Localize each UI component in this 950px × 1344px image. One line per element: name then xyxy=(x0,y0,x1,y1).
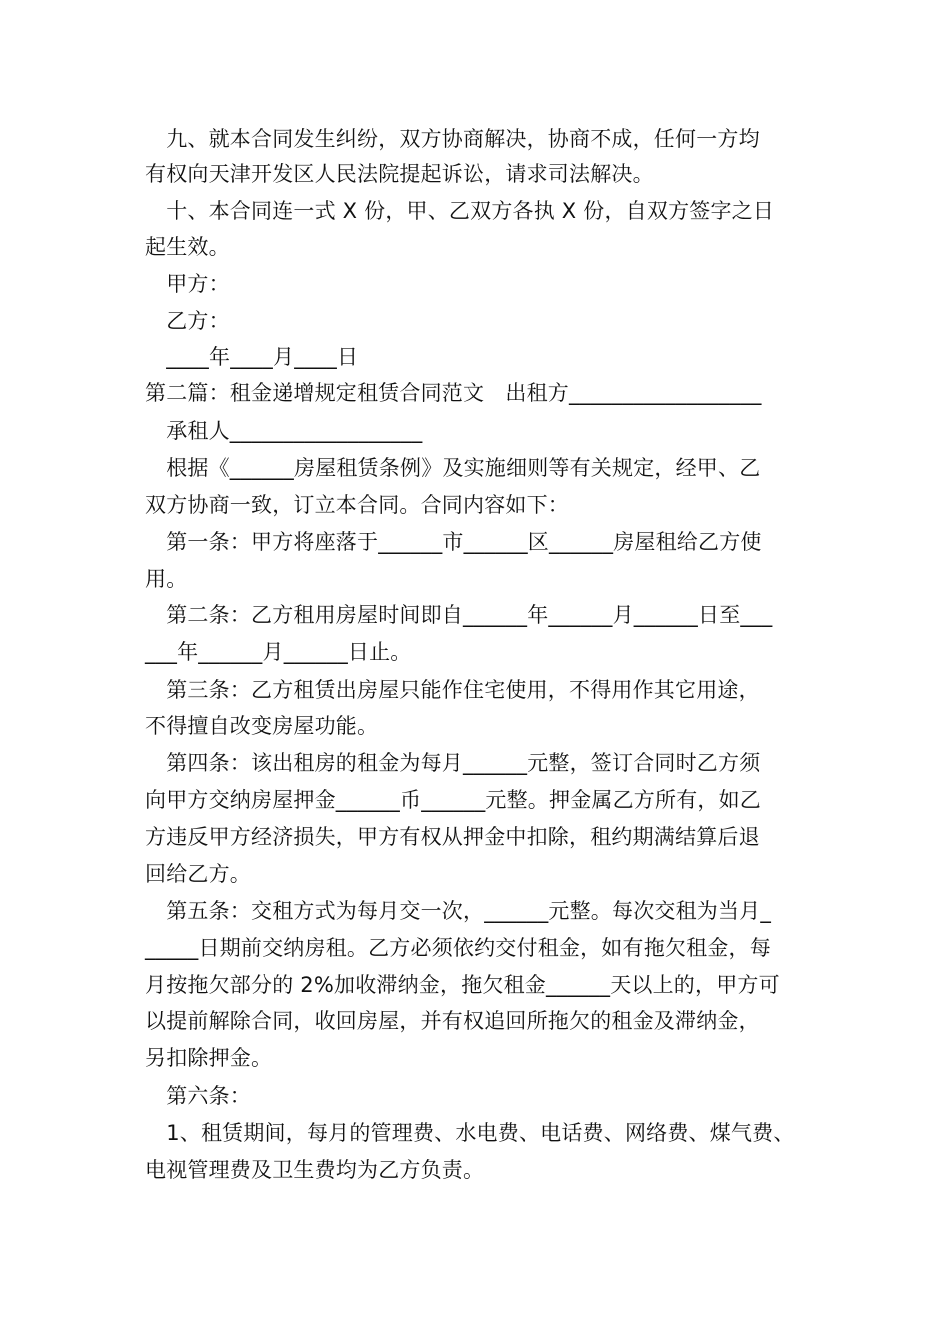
text-line: 电视管理费及卫生费均为乙方负责。 xyxy=(145,1158,485,1182)
text-line: 根据《______房屋租赁条例》及实施细则等有关规定，经甲、乙 xyxy=(145,456,761,480)
text-line: 有权向天津开发区人民法院提起诉讼，请求司法解决。 xyxy=(145,162,654,186)
text-line: 用。 xyxy=(145,567,188,591)
text-line: 以提前解除合同，收回房屋，并有权追回所拖欠的租金及滞纳金， xyxy=(145,1009,760,1033)
text-line: 方违反甲方经济损失，甲方有权从押金中扣除，租约期满结算后退 xyxy=(145,825,760,849)
text-line: 第三条：乙方租赁出房屋只能作住宅使用，不得用作其它用途， xyxy=(145,678,760,702)
text-line: 第五条：交租方式为每月交一次，______元整。每次交租为当月_ xyxy=(145,899,772,923)
date-line: ____年____月____日 xyxy=(145,345,359,369)
party-a-label: 甲方： xyxy=(145,272,230,296)
text-line: 九、就本合同发生纠纷，双方协商解决，协商不成，任何一方均 xyxy=(145,127,760,151)
party-b-label: 乙方： xyxy=(145,309,230,333)
text-line: _____日期前交纳房租。乙方必须依约交付租金，如有拖欠租金，每 xyxy=(145,936,771,960)
text-line: 1、租赁期间，每月的管理费、水电费、电话费、网络费、煤气费、 xyxy=(145,1121,795,1145)
text-line: 另扣除押金。 xyxy=(145,1046,273,1070)
text-line: 不得擅自改变房屋功能。 xyxy=(145,714,379,738)
text-line: 回给乙方。 xyxy=(145,862,251,886)
text-line: 第四条：该出租房的租金为每月______元整，签订合同时乙方须 xyxy=(145,751,761,775)
text-line: 承租人__________________ xyxy=(145,419,423,443)
text-line: 十、本合同连一式 X 份，甲、乙双方各执 X 份，自双方签字之日 xyxy=(145,199,775,223)
text-line: 双方协商一致，订立本合同。合同内容如下： xyxy=(145,493,569,517)
text-line: 月按拖欠部分的 2%加收滞纳金，拖欠租金______天以上的，甲方可 xyxy=(145,973,780,997)
text-line: 第六条： xyxy=(145,1084,251,1108)
text-line: ___年______月______日止。 xyxy=(145,640,412,664)
text-line: 第二条：乙方租用房屋时间即自______年______月______日至___ xyxy=(145,603,773,627)
text-line: 第一条：甲方将座落于______市______区______房屋租给乙方使 xyxy=(145,530,762,554)
text-line: 起生效。 xyxy=(145,235,230,259)
text-line: 向甲方交纳房屋押金______币______元整。押金属乙方所有，如乙 xyxy=(145,788,761,812)
section-heading: 第二篇：租金递增规定租赁合同范文 出租方__________________ xyxy=(145,381,762,405)
